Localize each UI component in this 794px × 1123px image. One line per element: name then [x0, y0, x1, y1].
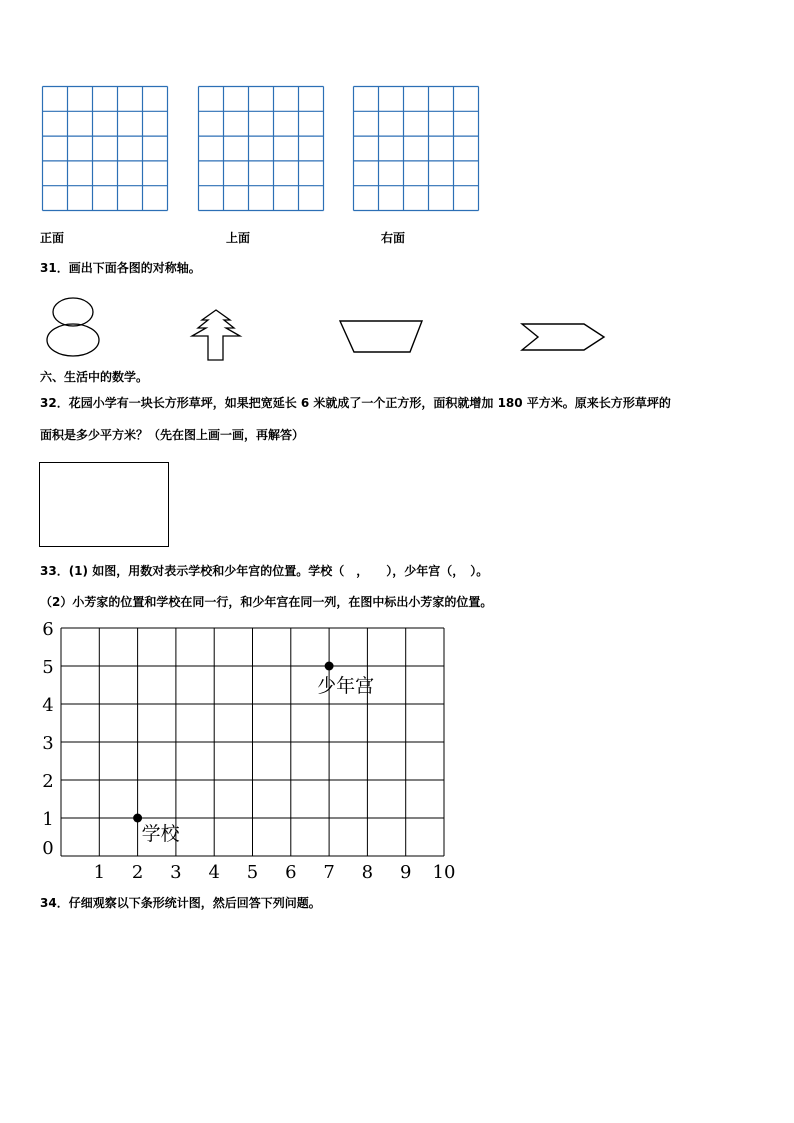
- point-label: 学校: [141, 823, 180, 845]
- question-31: 31．画出下面各图的对称轴。: [40, 261, 201, 275]
- x-tick-label: 2: [131, 862, 144, 883]
- x-tick-label: 7: [323, 862, 335, 883]
- question-33-line2: （2）小芳家的位置和学校在同一行，和少年宫在同一列，在图中标出小芳家的位置。: [40, 595, 493, 609]
- point-marker: [325, 662, 334, 671]
- section-6-heading: 六、生活中的数学。: [40, 370, 149, 384]
- y-tick-label: 0: [42, 838, 54, 859]
- x-tick-label: 8: [361, 862, 374, 883]
- view-label-right: 右面: [381, 231, 406, 245]
- coordinate-grid[interactable]: [30, 615, 460, 885]
- view-grid-front[interactable]: [41, 85, 169, 212]
- question-32-line1: 32．花园小学有一块长方形草坪，如果把宽延长 6 米就成了一个正方形，面积就增加 180 平方米。原来长方形草坪的: [40, 396, 671, 410]
- x-tick-label: 9: [399, 862, 412, 883]
- shape-trapezoid[interactable]: [338, 319, 426, 355]
- y-tick-label: 5: [42, 657, 54, 678]
- x-tick-label: 5: [246, 862, 259, 883]
- view-grid-right[interactable]: [352, 85, 480, 212]
- view-label-top: 上面: [226, 231, 251, 245]
- point-label: 少年宫: [317, 675, 375, 697]
- question-32-line2: 面积是多少平方米？（先在图上画一画，再解答）: [40, 428, 305, 442]
- shape-arrow-chevron[interactable]: [520, 322, 608, 354]
- shape-tree-arrow[interactable]: [186, 308, 246, 363]
- point-marker: [133, 814, 142, 823]
- x-tick-label: 10: [432, 862, 456, 883]
- x-tick-label: 6: [285, 862, 297, 883]
- y-tick-label: 6: [42, 619, 54, 640]
- y-tick-label: 1: [42, 809, 54, 830]
- question-34: 34．仔细观察以下条形统计图，然后回答下列问题。: [40, 896, 321, 910]
- y-tick-label: 3: [42, 733, 54, 754]
- y-tick-label: 4: [42, 695, 54, 716]
- shape-figure-eight[interactable]: [46, 296, 102, 358]
- x-tick-label: 4: [208, 862, 220, 883]
- view-grid-top[interactable]: [197, 85, 325, 212]
- x-tick-label: 3: [170, 862, 182, 883]
- rectangle-lawn[interactable]: [39, 462, 169, 547]
- y-tick-label: 2: [42, 771, 54, 792]
- question-33-line1: 33．(1) 如图，用数对表示学校和少年宫的位置。学校（ ， ），少年宫（， ）。: [40, 564, 489, 578]
- x-tick-label: 1: [93, 862, 106, 883]
- view-label-front: 正面: [40, 231, 65, 245]
